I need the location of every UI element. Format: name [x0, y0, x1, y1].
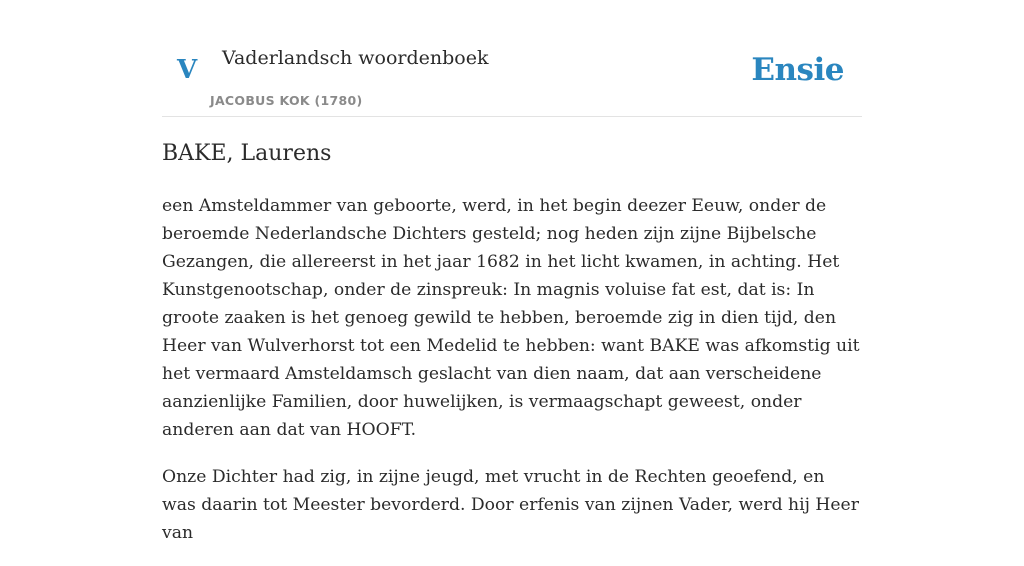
section-letter[interactable]: V	[177, 55, 198, 85]
entry-title: BAKE, Laurens	[162, 141, 332, 166]
book-title[interactable]: Vaderlandsch woordenboek	[222, 47, 489, 69]
brand-logo[interactable]: Ensie	[751, 52, 844, 88]
entry-paragraph: Onze Dichter had zig, in zijne jeugd, met vrucht in de Rechten geoefend, en was daarin tot Meester bevorderd. Door erfenis van zijnen Vader, werd hij Heer van	[162, 467, 859, 543]
entry-paragraph: een Amsteldammer van geboorte, werd, in het begin deezer Eeuw, onder de beroemde Nederlandsche Dichters gesteld; nog heden zijn zijne Bijbelsche Gezangen, die allereerst in het jaar 1682 in het licht kwamen, in achting. Het Kunstgenootschap, onder de zinspreuk: In magnis voluise fat est, dat is: In groote zaaken is het genoeg gewild te hebben, beroemde zig in dien tijd, den Heer van Wulverhorst tot een Medelid te hebben: want BAKE was afkomstig uit het vermaard Amsteldamsch geslacht van dien naam, dat aan verscheidene aanzienlijke Familien, door huwelijken, is vermaagschapt geweest, onder anderen aan dat van HOOFT.	[162, 196, 860, 440]
entry-body	[162, 192, 862, 566]
book-author: JACOBUS KOK (1780)	[210, 93, 363, 108]
site-header	[162, 0, 862, 117]
